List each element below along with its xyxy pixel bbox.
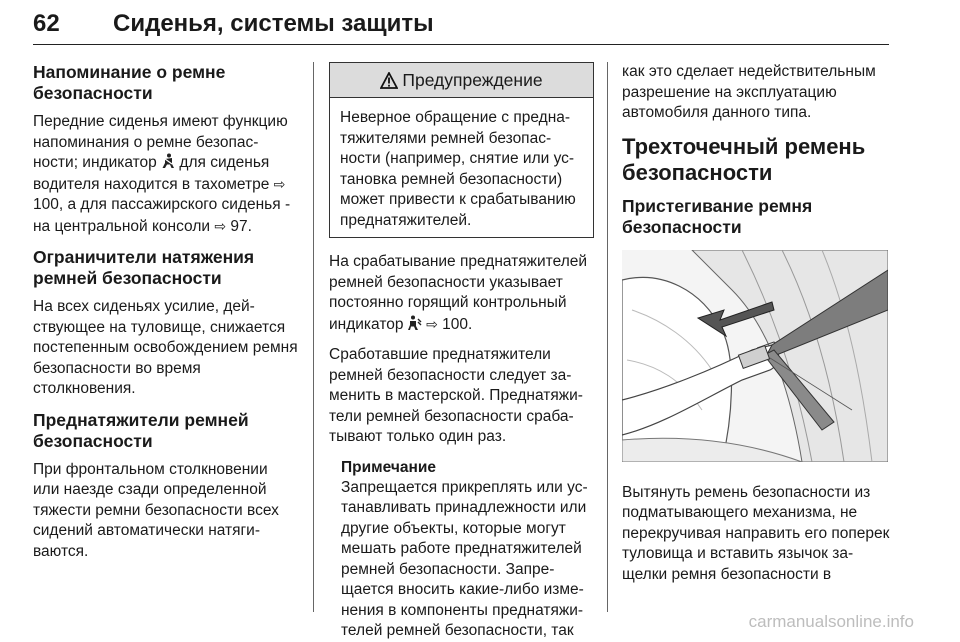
ref-arrow-icon: ⇨ <box>214 217 227 234</box>
section-heading-pretensioners: Преднатяжители ремней безопасности <box>33 409 249 451</box>
page-title: Сиденья, системы защиты <box>113 10 434 37</box>
column-right <box>622 62 892 595</box>
page-ref[interactable]: 97 <box>230 217 248 235</box>
continued-paragraph: как это сделает недействительным разрешение на эксплуатацию автомобиля данного типа. <box>622 63 876 121</box>
trigger-paragraph: На срабатывание преднатяжителей ремней безопасности указывает постоянно горящий контрольный индикатор ⇨ 100. <box>329 253 588 333</box>
warning-text: Неверное обращение с преднатяжителями ремней безопасности (например, снятие или установка ремней безопасности) может привести к срабатыванию преднатяжителей. <box>340 109 576 229</box>
pretensioners-paragraph: При фронтальном столкновении или наезде сзади определенной тяжести ремни безопасности всех сидений автоматически натягиваются. <box>33 460 279 560</box>
limiters-paragraph: На всех сиденьях усилие, действующее на туловище, снижается постепенным освобождением ремня безопасности во время столкновения. <box>33 298 298 397</box>
watermark: carmanualsonline.info <box>748 612 914 631</box>
warning-triangle-icon <box>380 72 398 89</box>
column-left <box>33 62 298 572</box>
column-divider <box>313 62 314 612</box>
fasten-paragraph: Вытянуть ремень безопасности из подматывающего механизма, не перекручивая направить его поперек туловища и вставить язычок защелки ремня безопасности в <box>622 483 890 583</box>
page-header <box>33 6 889 45</box>
warning-box <box>329 62 594 238</box>
replace-paragraph: Сработавшие преднатяжители ремней безопасности следует заменить в мастерской. Преднатяжители ремней безопасности срабатывают только один раз. <box>329 346 583 445</box>
section-heading-fasten: Пристегивание ремня безопасности <box>622 195 813 237</box>
pretensioner-icon <box>408 315 422 331</box>
page-ref[interactable]: 100 <box>442 315 469 333</box>
warning-header <box>330 63 593 98</box>
ref-arrow-icon: ⇨ <box>426 315 438 332</box>
section-heading-reminder: Напоминание о ремне безопасности <box>33 62 226 103</box>
seatbelt-illustration <box>622 250 888 462</box>
warning-title: Предупреждение <box>402 70 543 90</box>
note-text: Запрещается прикреплять или устанавливать принадлежности или другие объекты, которые могут мешать работе преднатяжителей ремней безопасности. Запрещается вносить какие-либо изменения в компоненты преднатяжителей ремней безопасности, так <box>341 478 588 639</box>
column-middle <box>329 62 594 642</box>
reminder-paragraph: Передние сиденья имеют функцию напоминания о ремне безопасности; индикатор для сиденья водителя находится в тахометре ⇨ 100, а для пассажирского сиденья - на центральной консоли ⇨ 97. <box>33 113 291 235</box>
section-heading-limiters: Ограничители натяжения ремней безопасности <box>33 247 255 288</box>
page-ref[interactable]: 100 <box>33 196 59 213</box>
section-heading-three-point: Трехточечный ремень безопасности <box>622 133 866 185</box>
note-title: Примечание <box>341 458 436 476</box>
note-block <box>329 458 594 642</box>
ref-arrow-icon: ⇨ <box>273 175 286 192</box>
seatbelt-reminder-icon <box>161 153 175 169</box>
column-divider <box>607 62 608 612</box>
page-number: 62 <box>33 10 60 37</box>
